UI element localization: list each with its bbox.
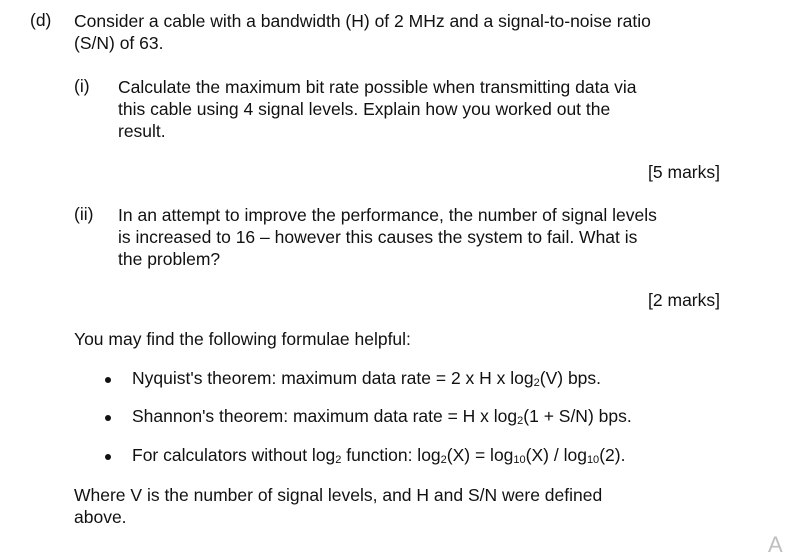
bullet-dot (105, 377, 111, 383)
part-i-line: this cable using 4 signal levels. Explain how you worked out the (118, 99, 611, 119)
calc-text: (X) / log (525, 445, 587, 465)
log-subscript: 2 (335, 454, 342, 466)
question-line: Consider a cable with a bandwidth (H) of 2 MHz and a signal-to-noise ratio (74, 11, 651, 31)
nyquist-text: Nyquist's theorem: maximum data rate = 2 x H x log (132, 368, 534, 388)
nyquist-formula (132, 368, 601, 389)
shannon-text: Shannon's theorem: maximum data rate = H x log (132, 406, 518, 426)
footer-line: Where V is the number of signal levels, and H and S/N were defined (74, 485, 603, 505)
part-ii-line: the problem? (118, 249, 221, 269)
log-subscript: 2 (440, 454, 447, 466)
shannon-formula (132, 406, 632, 427)
nyquist-text-end: (V) bps. (539, 368, 602, 388)
part-ii-line: In an attempt to improve the performance, the number of signal levels (118, 205, 657, 225)
question-label: (d) (30, 10, 52, 30)
calc-text: For calculators without log (132, 445, 336, 465)
part-i-label: (i) (74, 76, 90, 96)
part-i-line: Calculate the maximum bit rate possible when transmitting data via (118, 77, 637, 97)
bullet-dot (105, 415, 111, 421)
part-i-line: result. (118, 121, 166, 141)
corner-glyph: A (768, 532, 783, 557)
calc-text: function: log (341, 445, 441, 465)
part-ii-line: is increased to 16 – however this causes the system to fail. What is (118, 227, 638, 247)
calc-text-end: (2). (599, 445, 626, 465)
log-subscript: 10 (586, 454, 600, 466)
footer-text (74, 484, 720, 528)
calculator-formula (132, 445, 625, 466)
footer-line: above. (74, 507, 127, 527)
question-line: (S/N) of 63. (74, 33, 164, 53)
log-subscript: 2 (517, 415, 524, 427)
question-text (74, 10, 720, 54)
log-subscript: 10 (513, 454, 526, 466)
log-subscript: 2 (533, 377, 540, 389)
calc-text: (X) = log (446, 445, 514, 465)
bullet-dot (105, 454, 111, 460)
part-ii-text (118, 204, 720, 270)
part-i-text (118, 76, 720, 142)
part-i-marks: [5 marks] (648, 162, 720, 182)
part-ii-marks: [2 marks] (648, 290, 720, 310)
shannon-text-end: (1 + S/N) bps. (523, 406, 632, 426)
part-ii-label: (ii) (74, 204, 94, 224)
formulae-intro: You may find the following formulae helpful: (74, 329, 411, 349)
